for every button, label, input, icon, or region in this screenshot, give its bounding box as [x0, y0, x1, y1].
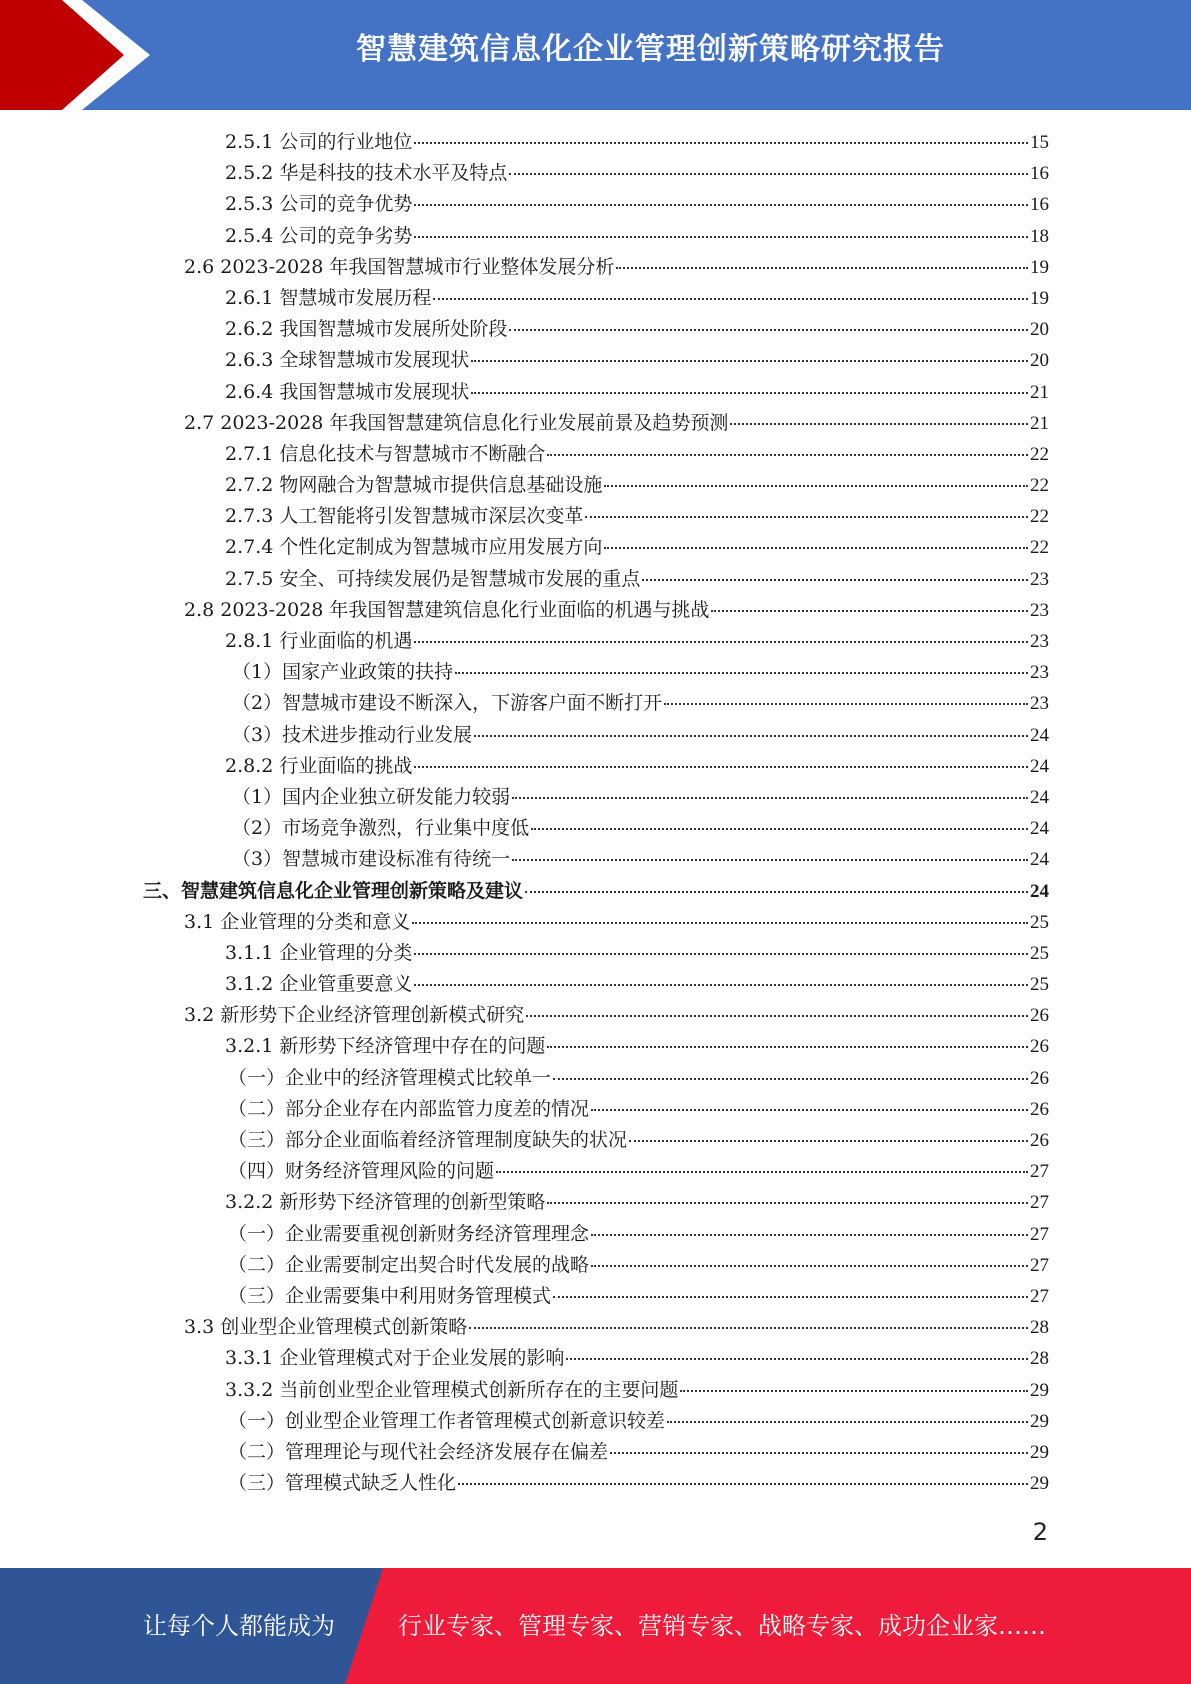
toc-entry[interactable] — [0, 1063, 1049, 1094]
toc-entry-title: 2.8.2 行业面临的挑战 — [225, 754, 413, 777]
toc-entry-page: 15 — [1030, 132, 1049, 153]
toc-entry-title: （一）创业型企业管理工作者管理模式创新意识较差 — [228, 1409, 666, 1432]
toc-entry-page: 27 — [1030, 1161, 1049, 1183]
toc-entry-page: 26 — [1030, 1036, 1049, 1058]
toc-entry-title: 2.7 2023-2028 年我国智慧建筑信息化行业发展前景及趋势预测 — [184, 411, 729, 434]
toc-entry-page: 25 — [1030, 911, 1049, 933]
toc-entry-page: 20 — [1030, 319, 1049, 341]
toc-entry[interactable] — [0, 1406, 1049, 1437]
toc-entry-page: 27 — [1030, 1192, 1049, 1214]
toc-entry[interactable] — [0, 377, 1049, 408]
toc-entry-page: 28 — [1030, 1348, 1049, 1370]
toc-entry-title: （3）智慧城市建设标准有待统一 — [232, 848, 511, 871]
toc-dot-leader — [414, 141, 1028, 144]
toc-entry-page: 23 — [1030, 693, 1049, 715]
toc-entry-title: 2.5.4 公司的竞争劣势 — [225, 224, 413, 247]
toc-dot-leader — [585, 515, 1028, 518]
toc-entry-page: 23 — [1030, 568, 1049, 590]
toc-dot-leader — [414, 983, 1028, 986]
toc-dot-leader — [496, 1170, 1028, 1173]
toc-entry[interactable] — [0, 1000, 1049, 1031]
toc-entry[interactable] — [0, 782, 1049, 813]
toc-dot-leader — [547, 1201, 1028, 1204]
toc-entry-title: （三）管理模式缺乏人性化 — [228, 1472, 457, 1495]
toc-dot-leader — [526, 1014, 1028, 1017]
toc-dot-leader — [547, 453, 1028, 456]
toc-entry[interactable] — [0, 501, 1049, 532]
toc-entry-page: 21 — [1030, 412, 1049, 434]
toc-entry-title: （3）技术进步推动行业发展 — [232, 723, 473, 746]
toc-entry[interactable] — [0, 657, 1049, 688]
toc-dot-leader — [414, 765, 1028, 768]
toc-dot-leader — [616, 266, 1028, 269]
toc-entry-page: 26 — [1030, 1098, 1049, 1120]
toc-entry-title: 2.7.2 物网融合为智慧城市提供信息基础设施 — [225, 474, 603, 497]
toc-entry[interactable] — [0, 844, 1049, 875]
toc-entry-title: 3.3.1 企业管理模式对于企业发展的影响 — [225, 1347, 565, 1370]
toc-entry[interactable] — [0, 1343, 1049, 1374]
toc-entry-page: 27 — [1030, 1223, 1049, 1245]
toc-entry[interactable] — [0, 1250, 1049, 1281]
toc-entry-page: 29 — [1030, 1441, 1049, 1463]
report-title: 智慧建筑信息化企业管理创新策略研究报告 — [356, 32, 945, 67]
toc-entry-page: 25 — [1030, 942, 1049, 964]
toc-entry[interactable] — [0, 907, 1049, 938]
toc-entry-title: （1）国内企业独立研发能力较弱 — [232, 785, 511, 808]
toc-entry-title: 3.1 企业管理的分类和意义 — [184, 910, 411, 933]
toc-entry-title: 3.3 创业型企业管理模式创新策略 — [184, 1316, 468, 1339]
toc-dot-leader — [471, 359, 1028, 362]
header-bar — [0, 0, 1191, 110]
toc-entry-title: 2.8 2023-2028 年我国智慧建筑信息化行业面临的机遇与挑战 — [184, 598, 710, 621]
toc-dot-leader — [412, 921, 1028, 924]
toc-dot-leader — [553, 1295, 1028, 1298]
toc-entry-title: 3.1.2 企业管重要意义 — [225, 973, 413, 996]
toc-entry[interactable] — [0, 1375, 1049, 1406]
toc-entry-title: 三、智慧建筑信息化企业管理创新策略及建议 — [143, 879, 524, 902]
toc-entry[interactable] — [0, 938, 1049, 969]
toc-entry[interactable] — [0, 595, 1049, 626]
toc-dot-leader — [547, 1045, 1028, 1048]
toc-entry[interactable] — [0, 751, 1049, 782]
toc-entry[interactable] — [0, 408, 1049, 439]
toc-entry-title: （一）企业需要重视创新财务经济管理理念 — [228, 1222, 590, 1245]
toc-entry-page: 22 — [1030, 506, 1049, 528]
toc-entry-title: （一）企业中的经济管理模式比较单一 — [228, 1066, 552, 1089]
toc-entry-page: 22 — [1030, 443, 1049, 465]
toc-entry-title: 2.5.3 公司的竞争优势 — [225, 193, 413, 216]
toc-entry-title: 3.2.1 新形势下经济管理中存在的问题 — [225, 1035, 546, 1058]
footer-slogan-right: 行业专家、管理专家、营销专家、战略专家、成功企业家…… — [398, 1612, 1046, 1640]
toc-entry-page: 19 — [1030, 287, 1049, 309]
toc-entry-title: 2.5.2 华是科技的技术水平及特点 — [225, 162, 508, 185]
toc-dot-leader — [610, 1451, 1028, 1454]
toc-entry-page: 16 — [1030, 194, 1049, 216]
toc-dot-leader — [414, 203, 1028, 206]
toc-entry-page: 26 — [1030, 1130, 1049, 1151]
toc-entry[interactable] — [0, 470, 1049, 501]
toc-entry-page: 24 — [1030, 786, 1049, 808]
toc-entry-page: 26 — [1030, 1005, 1049, 1027]
toc-entry[interactable] — [0, 813, 1049, 844]
toc-entry-title: （2）智慧城市建设不断深入，下游客户面不断打开 — [232, 692, 663, 715]
toc-dot-leader — [525, 890, 1028, 893]
toc-entry[interactable] — [0, 564, 1049, 595]
toc-dot-leader — [474, 734, 1028, 737]
toc-entry-title: 2.7.1 信息化技术与智慧城市不断融合 — [225, 442, 546, 465]
toc-entry[interactable] — [0, 876, 1049, 907]
toc-entry-page: 24 — [1030, 755, 1049, 777]
toc-entry-page: 22 — [1030, 475, 1049, 497]
toc-entry-title: 2.7.4 个性化定制成为智慧城市应用发展方向 — [225, 536, 603, 559]
toc-entry-page: 18 — [1030, 225, 1049, 247]
toc-entry-title: （二）部分企业存在内部监管力度差的情况 — [228, 1097, 590, 1120]
toc-dot-leader — [531, 827, 1028, 830]
toc-entry[interactable] — [0, 345, 1049, 376]
toc-entry-page: 25 — [1030, 974, 1049, 996]
toc-entry-page: 23 — [1030, 599, 1049, 621]
footer-slogan-left: 让每个人都能成为 — [143, 1612, 335, 1640]
toc-entry[interactable] — [0, 969, 1049, 1000]
toc-entry[interactable] — [0, 158, 1049, 189]
toc-entry-title: 2.6.3 全球智慧城市发展现状 — [225, 349, 470, 372]
toc-entry-title: 2.6.1 智慧城市发展历程 — [225, 286, 432, 309]
toc-entry-page: 24 — [1030, 724, 1049, 746]
toc-entry[interactable] — [0, 221, 1049, 252]
toc-entry[interactable] — [0, 439, 1049, 470]
toc-dot-leader — [414, 640, 1028, 643]
toc-entry-title: 3.2 新形势下企业经济管理创新模式研究 — [184, 1004, 525, 1027]
toc-dot-leader — [471, 391, 1028, 394]
toc-entry[interactable] — [0, 1219, 1049, 1250]
toc-dot-leader — [512, 796, 1028, 799]
toc-entry-page: 24 — [1030, 880, 1049, 902]
table-of-contents — [0, 127, 1191, 1499]
toc-entry-page: 27 — [1030, 1285, 1049, 1307]
toc-dot-leader — [455, 671, 1028, 674]
toc-entry-title: 2.7.3 人工智能将引发智慧城市深层次变革 — [225, 505, 584, 528]
toc-dot-leader — [591, 1264, 1028, 1267]
toc-entry-title: （四）财务经济管理风险的问题 — [228, 1160, 495, 1183]
toc-entry-title: 2.8.1 行业面临的机遇 — [225, 630, 413, 652]
toc-entry-page: 29 — [1030, 1473, 1049, 1495]
toc-entry-title: 3.2.2 新形势下经济管理的创新型策略 — [225, 1191, 546, 1214]
toc-dot-leader — [512, 858, 1028, 861]
toc-entry-title: 2.6.4 我国智慧城市发展现状 — [225, 380, 470, 403]
toc-entry-page: 20 — [1030, 350, 1049, 372]
toc-entry-page: 26 — [1030, 1067, 1049, 1089]
toc-dot-leader — [711, 609, 1028, 612]
toc-entry-title: （2）市场竞争激烈，行业集中度低 — [232, 817, 530, 840]
toc-dot-leader — [509, 328, 1028, 331]
toc-entry-title: （1）国家产业政策的扶持 — [232, 661, 454, 684]
toc-entry[interactable] — [0, 720, 1049, 751]
footer-banner — [0, 1568, 1191, 1684]
toc-entry-title: 2.5.1 公司的行业地位 — [225, 131, 413, 153]
toc-entry[interactable] — [0, 127, 1049, 158]
toc-entry-title: （二）管理理论与现代社会经济发展存在偏差 — [228, 1440, 609, 1463]
toc-entry[interactable] — [0, 1156, 1049, 1187]
toc-entry[interactable] — [0, 1187, 1049, 1218]
toc-entry[interactable] — [0, 1468, 1049, 1499]
toc-dot-leader — [667, 1420, 1028, 1423]
toc-entry[interactable] — [0, 1125, 1049, 1156]
toc-dot-leader — [591, 1233, 1028, 1236]
toc-dot-leader — [566, 1357, 1028, 1360]
toc-entry[interactable] — [0, 1094, 1049, 1125]
toc-entry-page: 21 — [1030, 381, 1049, 403]
toc-entry-title: 3.1.1 企业管理的分类 — [225, 941, 413, 964]
toc-entry-page: 16 — [1030, 163, 1049, 185]
toc-entry-page: 22 — [1030, 537, 1049, 559]
toc-entry-page: 24 — [1030, 849, 1049, 871]
toc-entry[interactable] — [0, 1437, 1049, 1468]
page-number: 2 — [1032, 1518, 1048, 1546]
toc-dot-leader — [680, 1389, 1028, 1392]
toc-entry-title: （三）部分企业面临着经济管理制度缺失的状况 — [228, 1129, 628, 1151]
toc-entry-page: 23 — [1030, 662, 1049, 684]
toc-dot-leader — [458, 1482, 1028, 1485]
toc-entry[interactable] — [0, 532, 1049, 563]
toc-entry-title: （二）企业需要制定出契合时代发展的战略 — [228, 1253, 590, 1276]
toc-dot-leader — [414, 235, 1028, 238]
toc-entry[interactable] — [0, 1031, 1049, 1062]
toc-dot-leader — [469, 1326, 1028, 1329]
toc-dot-leader — [433, 297, 1028, 300]
toc-entry[interactable] — [0, 189, 1049, 220]
toc-entry[interactable] — [0, 283, 1049, 314]
toc-dot-leader — [509, 172, 1028, 175]
toc-entry[interactable] — [0, 688, 1049, 719]
toc-entry[interactable] — [0, 314, 1049, 345]
toc-dot-leader — [591, 1108, 1028, 1111]
toc-entry[interactable] — [0, 252, 1049, 283]
toc-entry-title: 3.3.2 当前创业型企业管理模式创新所存在的主要问题 — [225, 1378, 679, 1401]
toc-dot-leader — [664, 702, 1028, 705]
toc-entry-title: 2.6 2023-2028 年我国智慧城市行业整体发展分析 — [184, 255, 615, 278]
toc-dot-leader — [604, 546, 1028, 549]
toc-entry-page: 27 — [1030, 1254, 1049, 1276]
toc-entry[interactable] — [0, 626, 1049, 657]
toc-entry-title: （三）企业需要集中利用财务管理模式 — [228, 1284, 552, 1307]
toc-entry-page: 28 — [1030, 1317, 1049, 1339]
toc-entry-page: 29 — [1030, 1410, 1049, 1432]
toc-dot-leader — [629, 1139, 1028, 1142]
toc-entry-title: 2.6.2 我国智慧城市发展所处阶段 — [225, 318, 508, 341]
toc-entry-page: 23 — [1030, 631, 1049, 652]
toc-entry[interactable] — [0, 1281, 1049, 1312]
toc-dot-leader — [604, 484, 1028, 487]
toc-dot-leader — [553, 1077, 1028, 1080]
toc-entry-page: 24 — [1030, 818, 1049, 840]
toc-dot-leader — [414, 952, 1028, 955]
toc-entry-title: 2.7.5 安全、可持续发展仍是智慧城市发展的重点 — [225, 567, 641, 590]
toc-entry[interactable] — [0, 1312, 1049, 1343]
toc-entry-page: 29 — [1030, 1379, 1049, 1401]
toc-dot-leader — [642, 578, 1028, 581]
toc-dot-leader — [730, 422, 1028, 425]
toc-entry-page: 19 — [1030, 256, 1049, 278]
